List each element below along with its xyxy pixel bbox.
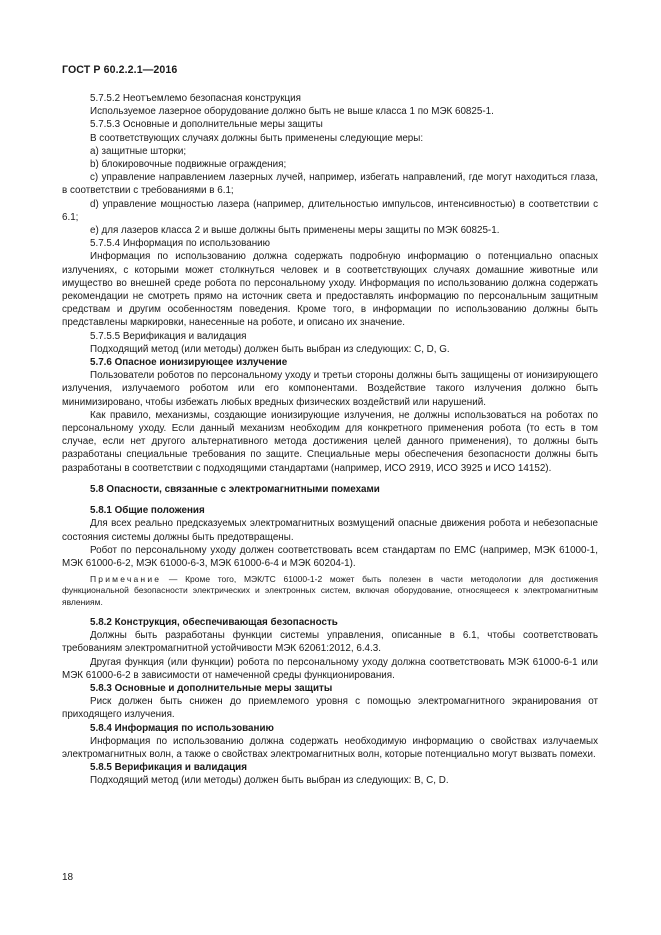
page-number: 18 [62, 872, 74, 883]
paragraph: Информация по использованию должна содержать необходимую информацию о свойствах излучаемых электромагнитных волн, а также о свойствах электромагнитных волн, которые потенциально могут вызвать помехи. [62, 735, 598, 761]
paragraph: В соответствующих случаях должны быть применены следующие меры: [90, 132, 424, 144]
paragraph: Должны быть разработаны функции системы управления, описанные в 6.1, чтобы соответствовать требованиям электромагнитной устойчивости МЭК 62061:2012, 6.4.3. [62, 630, 598, 655]
clause-heading: 5.7.5.4 Информация по использованию [90, 238, 271, 250]
subsection-heading: 5.8.2 Конструкция, обеспечивающая безопасность [90, 617, 338, 628]
list-item: e) для лазеров класса 2 и выше должны быть применены меры защиты по МЭК 60825-1. [90, 225, 500, 237]
paragraph: Другая функция (или функции) робота по персональному уходу должна соответствовать МЭК 61000-6-1 или МЭК 61000-6-2 в зависимости от намеченной среды функционирования. [62, 656, 598, 681]
list-item: a) защитные шторки; [90, 145, 187, 157]
paragraph: Для всех реально предсказуемых электромагнитных возмущений опасные движения робота и небезопасные состояния системы должны быть предотвращены. [62, 518, 598, 543]
subsection-heading: 5.8.3 Основные и дополнительные меры защиты [90, 683, 333, 695]
note-label: Примечание [90, 574, 162, 585]
clause-heading: 5.7.5.2 Неотъемлемо безопасная конструкция [90, 93, 301, 104]
subsection-heading: 5.8.1 Общие положения [90, 505, 205, 517]
document-header: ГОСТ Р 60.2.2.1—2016 [62, 64, 178, 76]
subsection-heading: 5.7.6 Опасное ионизирующее излучение [90, 357, 288, 369]
subsection-heading: 5.8.5 Верификация и валидация [90, 762, 247, 774]
note [62, 574, 598, 608]
paragraph: Подходящий метод (или методы) должен быть выбран из следующих: В, С, D. [90, 775, 449, 787]
paragraph: Риск должен быть снижен до приемлемого уровня с помощью электромагнитного экранирования от приходящего излучения. [62, 696, 598, 721]
paragraph: Используемое лазерное оборудование должно быть не выше класса 1 по МЭК 60825-1. [90, 106, 494, 118]
paragraph: Информация по использованию должна содержать подробную информацию о потенциально опасных излучениях, с которыми может столкнуться человек и в соответствующих случаях домашние животные или имущество во внешней среде робота по персональному уходу. Информация по использованию должна содержать рекомендации не смотреть прямо на источник света и предоставлять информацию по персональным защитным средствам и другим особенностям поведения. Кроме того, в информации по использованию должны быть представлены маркировки, нанесенные на роботе, и описано их значение. [62, 251, 598, 329]
paragraph: Как правило, механизмы, создающие ионизирующие излучения, не должны использоваться на роботах по персональному уходу. Если данный механизм необходим для конкретного применения робота (то есть в том случае, если нет другого альтернативного метода достижения целей данного применения), то должны быть разработаны специальные требования по защите. Специальные меры обеспечения безопасности должны быть разработаны в соответствии с подходящими стандартами (например, ИСО 2919, ИСО 3925 и ИСО 14152). [62, 409, 598, 474]
paragraph: Подходящий метод (или методы) должен быть выбран из следующих: С, D, G. [90, 343, 450, 355]
clause-heading: 5.7.5.3 Основные и дополнительные меры защиты [90, 119, 323, 131]
paragraph: Робот по персональному уходу должен соответствовать всем стандартам по ЕМС (например, МЭК 61000-1, МЭК 61000-6-2, МЭК 61000-6-3, МЭК 61000-6-4 и МЭК 60204-1). [62, 544, 598, 569]
list-item: b) блокировочные подвижные ограждения; [90, 159, 287, 171]
clause-heading: 5.7.5.5 Верификация и валидация [90, 330, 247, 342]
paragraph: Пользователи роботов по персональному уходу и третьи стороны должны быть защищены от ионизирующего излучения, излучаемого роботом или его компонентами. Воздействие такого излучения должно быть минимизировано, чтобы избежать любых вредных физических воздействий или нарушений. [62, 370, 598, 408]
document-body [62, 92, 598, 788]
section-heading: 5.8 Опасности, связанные с электромагнитными помехами [90, 483, 380, 495]
subsection-heading: 5.8.4 Информация по использованию [90, 722, 274, 734]
note-text: — Кроме того, МЭК/ТС 61000-1-2 может быть полезен в части методологии для достижения функциональной безопасности электрических и электронных систем, включая оборудование, относящееся к электромагнитным явлениям. [62, 574, 598, 607]
list-item: c) управление направлением лазерных лучей, например, избегать направлений, где могут находиться глаза, в соответствии с требованиями в 6.1; [62, 172, 598, 197]
list-item: d) управление мощностью лазера (например, длительностью импульсов, интенсивностью) в соответствии с 6.1; [62, 198, 598, 223]
